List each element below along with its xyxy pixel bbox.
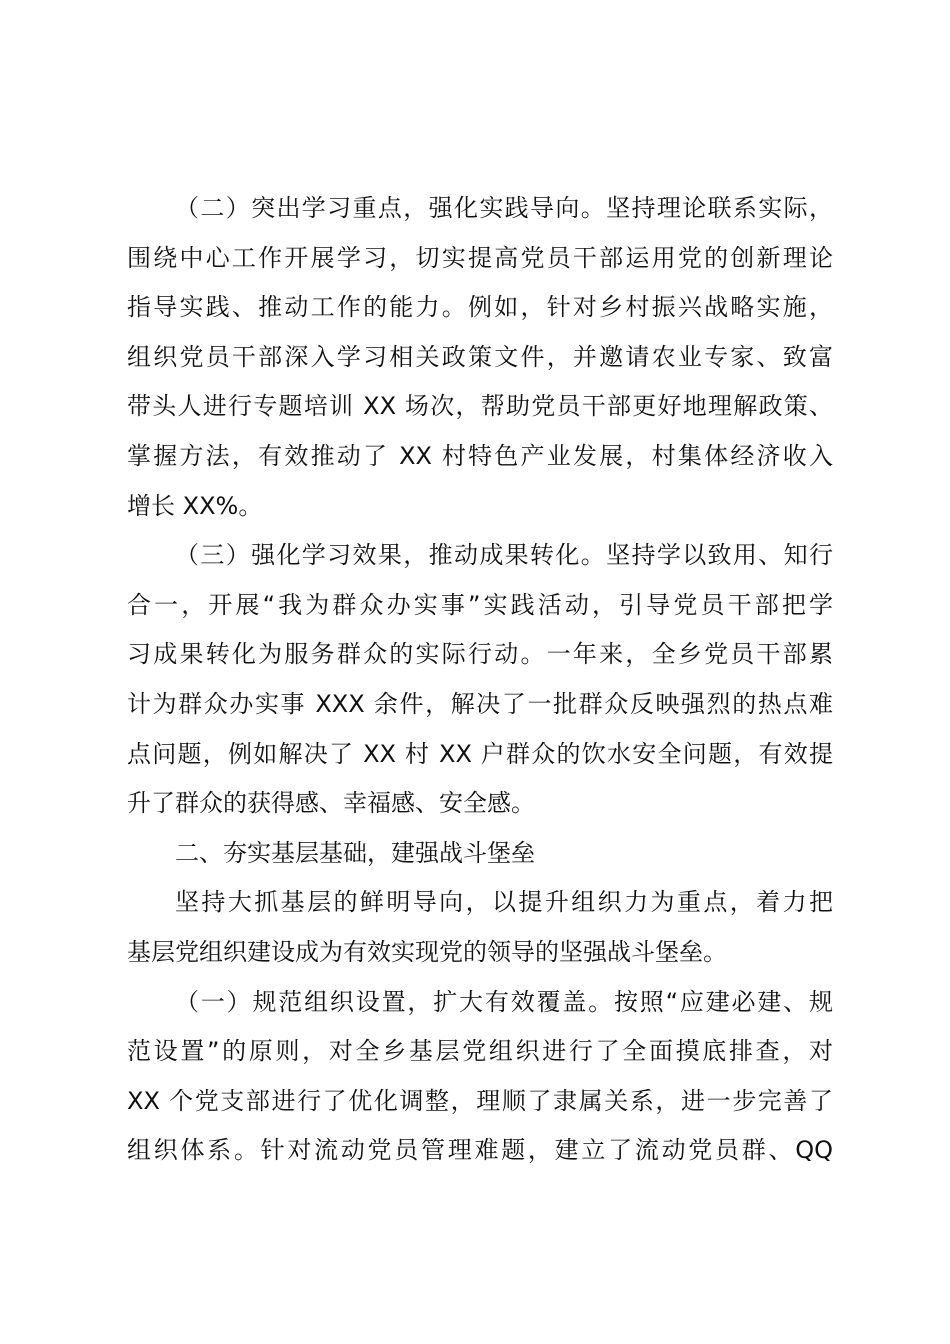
paragraph-line: 点问题，例如解决了 XX 村 XX 户群众的饮水安全问题，有效提 (127, 739, 833, 768)
paragraph-line: 组织党员干部深入学习相关政策文件，并邀请农业专家、致富 (127, 342, 833, 371)
paragraph-line: （一）规范组织设置，扩大有效覆盖。按照“应建必建、规 (175, 987, 833, 1016)
document-body (127, 184, 833, 1176)
paragraph-line: XX 个党支部进行了优化调整，理顺了隶属关系，进一步完善了 (127, 1086, 833, 1115)
paragraph-line: 坚持大抓基层的鲜明导向，以提升组织力为重点，着力把 (175, 888, 833, 917)
paragraph-line: 围绕中心工作开展学习，切实提高党员干部运用党的创新理论 (127, 243, 833, 272)
paragraph-line: 计为群众办实事 XXX 余件，解决了一批群众反映强烈的热点难 (127, 689, 833, 718)
paragraph-line: （三）强化学习效果，推动成果转化。坚持学以致用、知行 (175, 541, 833, 570)
paragraph-line: 指导实践、推动工作的能力。例如，针对乡村振兴战略实施， (127, 293, 833, 322)
paragraph-line: 合一，开展“我为群众办实事”实践活动，引导党员干部把学 (127, 590, 833, 619)
paragraph-line: 组织体系。针对流动党员管理难题，建立了流动党员群、QQ (127, 1136, 833, 1165)
paragraph-line: 习成果转化为服务群众的实际行动。一年来，全乡党员干部累 (127, 640, 833, 669)
section-heading: 二、夯实基层基础，建强战斗堡垒 (175, 838, 535, 867)
paragraph-line: 范设置”的原则，对全乡基层党组织进行了全面摸底排查，对 (127, 1037, 833, 1066)
paragraph-line: 增长 XX%。 (127, 491, 263, 520)
paragraph-line: 升了群众的获得感、幸福感、安全感。 (127, 789, 535, 818)
paragraph-line: 带头人进行专题培训 XX 场次，帮助党员干部更好地理解政策、 (127, 392, 833, 421)
paragraph-line: 基层党组织建设成为有效实现党的领导的坚强战斗堡垒。 (127, 937, 727, 966)
paragraph-line: （二）突出学习重点，强化实践导向。坚持理论联系实际， (175, 194, 833, 222)
paragraph-line: 掌握方法，有效推动了 XX 村特色产业发展，村集体经济收入 (127, 441, 833, 470)
